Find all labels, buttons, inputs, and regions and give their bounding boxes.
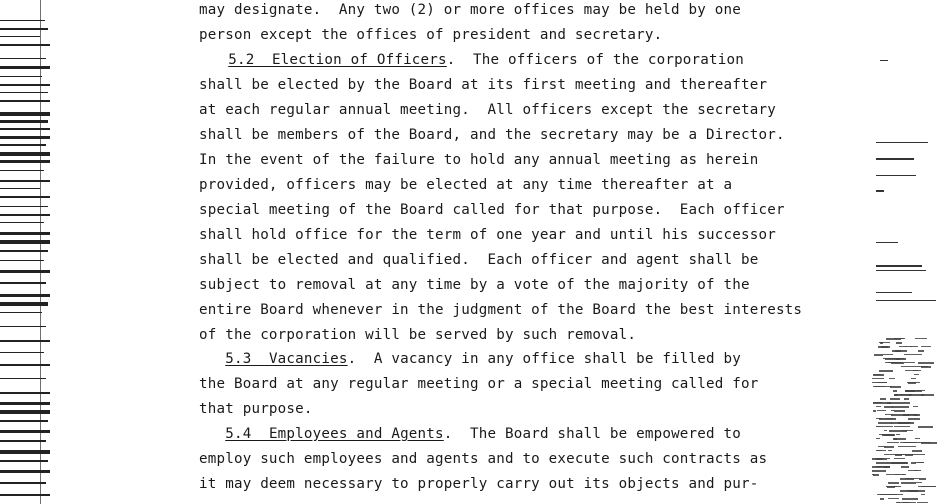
scan-artifact-noise [893, 438, 906, 440]
text-line: at each regular annual meeting. All officers except the secretary [199, 102, 776, 118]
scan-artifact-noise [892, 406, 909, 408]
scan-artifact-rule [0, 84, 50, 86]
scan-artifact-noise [902, 430, 913, 431]
scan-artifact-noise [899, 346, 907, 347]
text-line: of the corporation will be served by such removal. [199, 327, 637, 343]
scan-artifact-noise [880, 498, 884, 500]
scan-artifact-noise [911, 378, 916, 379]
text-line: In the event of the failure to hold any annual meeting as herein [199, 152, 759, 168]
scan-artifact-noise [884, 466, 890, 468]
scan-artifact-noise [872, 382, 887, 383]
scan-artifact-noise [902, 498, 918, 500]
scan-artifact-rule [0, 76, 42, 77]
scan-artifact-noise [898, 446, 916, 447]
scan-artifact-noise [872, 470, 886, 472]
scan-artifact-noise [913, 370, 918, 371]
scan-artifact-noise [906, 490, 918, 491]
scan-artifact-noise [874, 374, 881, 375]
scan-artifact-noise [884, 430, 887, 431]
text-fragment: . The Board shall be empowered to [443, 426, 741, 442]
scan-artifact-noise [888, 482, 899, 484]
scan-artifact-noise [907, 390, 922, 392]
scan-artifact-noise [894, 458, 905, 459]
scan-artifact-noise [915, 338, 927, 339]
scan-artifact-rule [0, 326, 46, 327]
scan-artifact-noise [908, 418, 920, 420]
scan-artifact-noise [887, 486, 895, 488]
scan-artifact-rule [876, 270, 926, 271]
scan-artifact-rule [0, 112, 50, 116]
scan-artifact-rule [0, 430, 50, 433]
scan-artifact-rule [876, 242, 898, 243]
scan-artifact-noise [888, 450, 892, 451]
scan-artifact-rule [876, 292, 912, 293]
scan-artifact-rule [0, 160, 50, 163]
scan-artifact-noise [872, 378, 884, 379]
scan-artifact-noise [910, 346, 918, 347]
scan-artifact-rule [0, 120, 48, 123]
text-line: employ such employees and agents and to execute such contracts as [199, 451, 768, 467]
scan-artifact-noise [888, 498, 899, 499]
scan-artifact-noise [896, 454, 905, 455]
indent [202, 52, 228, 68]
scan-artifact-noise [904, 402, 910, 404]
section-5-3-line [199, 350, 741, 368]
right-margin-scan-artifacts [868, 0, 948, 504]
scan-artifact-noise [913, 406, 918, 407]
text-fragment: . A vacancy in any office shall be filled by [347, 351, 741, 367]
scan-artifact-noise [893, 390, 897, 392]
scan-artifact-noise [887, 458, 890, 459]
scan-artifact-rule [0, 222, 44, 223]
scan-artifact-noise [882, 434, 894, 436]
scan-artifact-noise [894, 426, 910, 427]
scan-artifact-noise [891, 414, 909, 416]
text-line: that purpose. [199, 401, 313, 417]
scan-artifact-noise [889, 378, 895, 379]
scan-artifact-rule [0, 470, 50, 473]
scan-artifact-noise [896, 342, 902, 344]
scan-artifact-rule [0, 214, 50, 216]
scan-artifact-noise [887, 442, 899, 443]
scan-artifact-rule [0, 100, 50, 102]
scan-artifact-noise [901, 466, 909, 468]
scan-artifact-rule [0, 206, 48, 207]
scan-artifact-noise [919, 442, 931, 443]
scan-artifact-rule [0, 92, 48, 93]
scan-artifact-noise [876, 426, 893, 427]
scan-artifact-noise [918, 426, 933, 428]
text-line: subject to removal at any time by a vote of the majority of the [199, 277, 750, 293]
scan-artifact-noise [896, 434, 900, 435]
scan-artifact-noise [901, 366, 911, 367]
scan-artifact-noise [921, 494, 925, 495]
scan-artifact-noise [894, 394, 911, 396]
scan-artifact-noise [901, 482, 916, 484]
scan-artifact-noise [889, 362, 901, 363]
scan-artifact-noise [914, 470, 918, 471]
scan-artifact-rule [0, 282, 46, 284]
scan-artifact-noise [890, 386, 901, 388]
scan-artifact-noise [880, 342, 883, 344]
section-5-4-line [199, 425, 741, 443]
scan-artifact-rule [0, 450, 50, 454]
scan-artifact-rule [876, 175, 916, 176]
scan-artifact-noise [915, 462, 924, 463]
scan-artifact-rule [0, 36, 40, 37]
scan-artifact-noise [877, 494, 890, 495]
scan-artifact-rule [0, 260, 44, 261]
text-line: may designate. Any two (2) or more offices may be held by one [199, 2, 741, 18]
indent [199, 351, 225, 367]
scan-artifact-noise [918, 362, 934, 364]
scan-artifact-rule [0, 188, 40, 189]
scan-artifact-noise [879, 418, 896, 420]
scan-artifact-noise [874, 354, 883, 356]
scan-artifact-noise [909, 394, 924, 396]
text-line: shall hold office for the term of one year and until his successor [199, 227, 776, 243]
scan-artifact-rule [0, 66, 50, 69]
scan-artifact-noise [891, 410, 894, 411]
scan-artifact-noise [872, 458, 882, 460]
scan-artifact-rule [0, 240, 50, 244]
scan-artifact-noise [917, 502, 928, 503]
scan-artifact-rule [0, 460, 48, 462]
scan-artifact-noise [873, 402, 882, 403]
scan-artifact-rule [0, 312, 42, 313]
scan-artifact-rule [0, 250, 48, 252]
scan-artifact-rule [0, 144, 46, 146]
scan-artifact-noise [921, 346, 931, 347]
scan-artifact-rule [880, 60, 888, 61]
scan-artifact-noise [902, 474, 906, 475]
scan-artifact-noise [915, 438, 920, 439]
scan-artifact-rule [876, 158, 914, 160]
scan-artifact-noise [891, 462, 908, 464]
scan-artifact-noise [921, 486, 936, 487]
text-line: shall be elected and qualified. Each officer and agent shall be [199, 252, 759, 268]
scan-artifact-noise [876, 406, 881, 407]
scan-artifact-noise [880, 398, 886, 400]
scan-artifact-rule [876, 142, 928, 143]
scan-artifact-rule [0, 420, 48, 422]
scan-artifact-noise [903, 502, 916, 503]
section-heading: 5.3 Vacancies [225, 351, 348, 367]
scan-artifact-noise [907, 382, 920, 383]
scan-artifact-noise [894, 410, 905, 412]
scan-artifact-noise [904, 398, 909, 400]
scan-artifact-noise [877, 410, 886, 411]
scan-artifact-noise [876, 438, 880, 439]
scan-artifact-rule [0, 152, 50, 156]
scan-artifact-noise [886, 338, 901, 340]
scan-artifact-rule [0, 378, 46, 379]
scan-artifact-noise [881, 346, 890, 348]
scan-artifact-noise [873, 474, 879, 476]
scan-artifact-rule [0, 44, 50, 46]
scan-artifact-noise [873, 410, 876, 412]
left-margin-scan-artifacts [0, 0, 52, 504]
scan-artifact-noise [878, 422, 892, 424]
scan-artifact-noise [883, 354, 893, 355]
scan-artifact-rule [876, 300, 936, 301]
scan-artifact-rule [0, 482, 46, 484]
scan-artifact-noise [911, 454, 925, 455]
scan-artifact-rule [0, 180, 50, 182]
scan-artifact-noise [906, 442, 920, 443]
scan-artifact-noise [914, 374, 919, 375]
scan-artifact-rule [0, 340, 50, 342]
text-line: shall be members of the Board, and the secretary may be a Director. [199, 127, 785, 143]
scan-artifact-rule [0, 410, 50, 414]
scan-artifact-noise [892, 350, 907, 352]
text-fragment: . The officers of the corporation [446, 52, 744, 68]
scan-artifact-noise [879, 370, 893, 372]
scan-artifact-noise [896, 502, 900, 503]
text-line: special meeting of the Board called for that purpose. Each officer [199, 202, 785, 218]
scan-artifact-noise [904, 362, 915, 363]
scan-artifact-noise [911, 366, 928, 367]
scan-artifact-noise [911, 462, 916, 464]
scan-artifact-rule [0, 302, 48, 306]
scan-artifact-noise [905, 478, 919, 479]
scan-artifact-rule [0, 28, 48, 30]
scan-artifact-noise [890, 398, 900, 400]
scan-artifact-noise [904, 354, 922, 355]
scan-artifact-noise [887, 402, 904, 404]
scan-artifact-noise [884, 406, 893, 408]
scan-artifact-rule [0, 392, 50, 394]
scan-artifact-noise [895, 474, 899, 475]
scan-artifact-rule [0, 352, 44, 353]
scan-artifact-noise [885, 358, 900, 360]
scan-artifact-rule [0, 58, 46, 59]
scan-artifact-rule [876, 190, 884, 192]
indent [199, 426, 225, 442]
section-5-2-line [202, 51, 744, 69]
scan-artifact-rule [0, 232, 50, 235]
text-line: provided, officers may be elected at any time thereafter at a [199, 177, 733, 193]
text-line: entire Board whenever in the judgment of the Board the best interests [199, 302, 803, 318]
scan-artifact-rule [876, 265, 922, 267]
text-line: shall be elected by the Board at its first meeting and thereafter [199, 77, 768, 93]
scan-artifact-rule [0, 196, 50, 198]
text-line: the Board at any regular meeting or a special meeting called for [199, 376, 759, 392]
scan-artifact-noise [873, 386, 885, 387]
scan-artifact-noise [912, 450, 922, 452]
scan-artifact-rule [0, 170, 44, 171]
scan-artifact-noise [877, 450, 886, 451]
scan-artifact-rule [0, 294, 50, 297]
scan-artifact-rule [0, 402, 50, 405]
scan-artifact-rule [0, 128, 50, 130]
scan-artifact-rule [0, 20, 45, 21]
scan-artifact-noise [919, 478, 926, 480]
scan-artifact-rule [0, 364, 50, 366]
scan-artifact-rule [0, 440, 46, 442]
scan-artifact-rule [0, 494, 50, 496]
scan-artifact-noise [898, 422, 909, 424]
scan-artifact-rule [0, 136, 50, 139]
section-heading: 5.2 Election of Officers [228, 52, 447, 68]
scan-artifact-noise [918, 350, 924, 352]
text-line: person except the offices of president and secretary. [199, 27, 663, 43]
section-heading: 5.4 Employees and Agents [225, 426, 444, 442]
scan-artifact-noise [884, 446, 894, 448]
scan-artifact-rule [0, 270, 50, 273]
text-line: it may deem necessary to properly carry out its objects and pur- [199, 476, 759, 492]
scan-artifact-noise [916, 482, 922, 483]
